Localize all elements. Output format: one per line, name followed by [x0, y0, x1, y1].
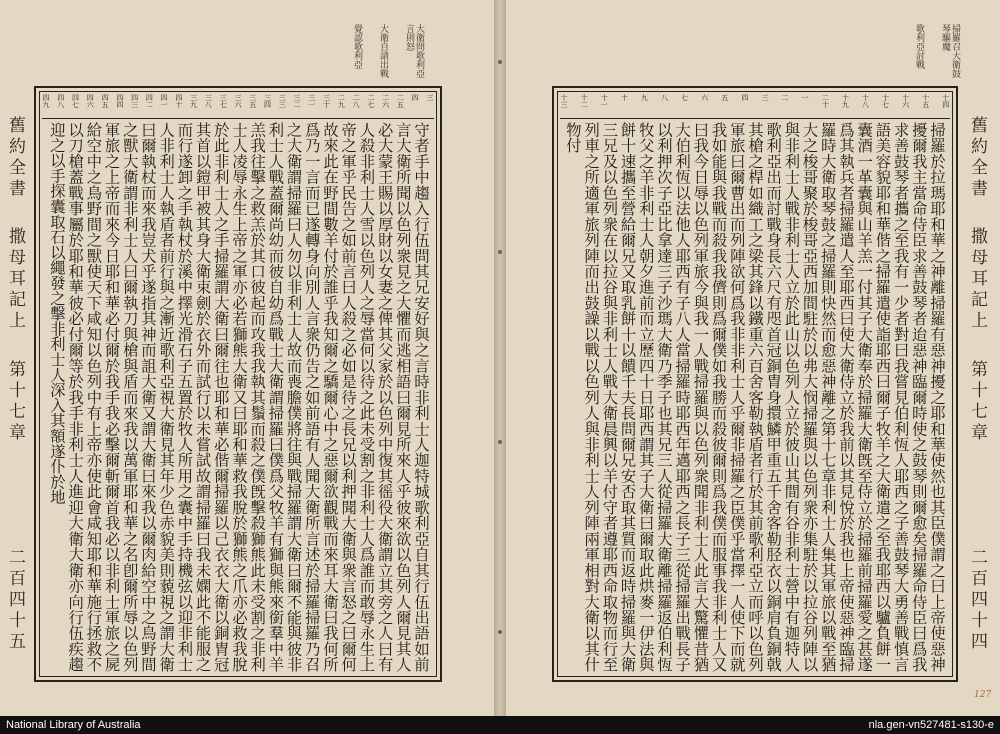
- verse-number: 二: [781, 94, 790, 101]
- verse-number: 二八: [352, 94, 361, 108]
- verse-number: 四七: [71, 94, 80, 108]
- verse-number: 十九: [841, 94, 850, 108]
- verse-number: 三九: [189, 94, 198, 108]
- verse-number: 三: [425, 94, 434, 101]
- binding-stitch: [498, 60, 502, 64]
- book-name: 撒母耳記上: [5, 227, 25, 333]
- right-head-notes: [914, 24, 960, 82]
- left-body-paragraph: 守者手中趨入行伍問其兄安好與之言時非利士人迦特城歌利亞自其行伍出語如前言大衛所聞以色列衆見之大懼而逃相語曰爾見所來人乎彼來欲以色列人爾見其人必大蒙王賜以厚財以女妻之俾其父家於以色列中復其徭役大衛謂立其旁之人曰有人殺非利士人雪以色列人之辱當何以待之此未受割之非利士人爲誰而敢辱永生上帝之軍乎民告之如前言曰人殺之必如是待之長兄以利押聞大衛與衆言怒之曰爾何故來此在野間數羊付於誰乎我知爾之驕爾心中之惡爾欲觀戰而來耳大衛曰我何所爲乃一言而已遂轉身向別人言衆仍告之如前語有人聞大衛所言述於掃羅掃羅乃召之大衛謂掃羅曰人勿以非利士人故而喪膽僕將往與戰掃羅謂大衛曰爾不能與彼非利士人戰蓋爾尚幼而彼自幼爲戰士大衛謂掃羅曰僕爲父牧羊有獅與熊來銜羣中羊羔我往擊之救羔於其口彼起而攻我我執其鬚而殺之僕旣擊殺獅熊此未受割之非利士人凌辱永生上帝之軍亦必若獅熊大衛又曰耶和華救我脫於獅熊之爪亦必救我脫於此非利士人之手掃羅謂大衛曰爾往也耶和華必偕爾掃羅以己衣衣大衛以銅胄冠其首以鎧甲被其身大衛束劍於衣外而試行以未嘗試故謂掃羅曰我未嫻此不能服之而行遂卸之手執杖於溪中擇光滑石子五置於牧人所用之囊中手持機弦以迎非利士人非利士人執盾者前行與之漸近歌利亞視大衛見其年少色赤貌美則藐視之謂大衛曰爾執杖而來我豈犬乎遂指其神而詛大衛又謂大衛曰來我以爾肉給空中之鳥野間之獸大衛謂非利士人曰爾執刀與槍與盾而來我以萬軍耶和華之名卽爾所辱以色列軍旅之上帝而來今日耶和華必付爾於我手我必擊爾斬爾首我必以非利士軍旅之屍給空中之鳥野間之獸使天下咸知以色列中有上帝亦使此會咸知耶和華施行拯救不以刀槍蓋戰事屬於耶和華彼必付爾等於我手非利士人進迎大衛大衛亦向行伍疾趨迎之以手探囊取石以繩發之擊非利士人深入其額遂仆於地: [47, 122, 430, 672]
- footer-bar: [0, 716, 1000, 734]
- verse-number: 三四: [263, 94, 272, 108]
- book-title: 舊約全書: [5, 116, 25, 200]
- verse-number: 三一: [307, 94, 316, 108]
- verse-number: 四四: [115, 94, 124, 108]
- chapter-label: 第十七章: [5, 359, 25, 444]
- verse-number: 四: [411, 94, 420, 101]
- right-verse-number-bar: [560, 94, 950, 119]
- handwritten-number: 127: [974, 690, 992, 700]
- verse-number: 三六: [233, 94, 242, 108]
- right-running-title: [965, 116, 990, 444]
- verse-number: 八: [660, 94, 669, 101]
- verse-number: 三十: [322, 94, 331, 108]
- verse-number: 四三: [130, 94, 139, 108]
- verse-number: 四五: [101, 94, 110, 108]
- binding-stitch: [498, 250, 502, 254]
- verse-number: 二五: [396, 94, 405, 108]
- left-body-text: [46, 122, 430, 672]
- right-body-text: [564, 122, 946, 672]
- verse-number: 二六: [381, 94, 390, 108]
- head-note: 大衛自請出戰: [378, 24, 388, 78]
- binding-stitch: [498, 630, 502, 634]
- head-note: 覺認歌利亞: [352, 24, 362, 69]
- verse-number: 十一: [600, 94, 609, 108]
- verse-number: 十六: [901, 94, 910, 108]
- left-page: [0, 0, 494, 716]
- book-title: 舊約全書: [967, 116, 987, 200]
- right-page-number: 二百四十四: [967, 548, 987, 653]
- binding-stitch: [498, 440, 502, 444]
- verse-number: 十五: [921, 94, 930, 108]
- head-note: 掃羅召大衛鼓琴驅魔: [940, 24, 960, 78]
- right-page: [506, 0, 1000, 716]
- verse-number: 四二: [145, 94, 154, 108]
- verse-number: 十三: [560, 94, 568, 108]
- verse-number: 七: [680, 94, 689, 101]
- library-name: National Library of Australia: [6, 719, 141, 731]
- head-note: 歌利亞討戰: [914, 24, 924, 69]
- verse-number: 十七: [881, 94, 890, 108]
- verse-number: 三七: [219, 94, 228, 108]
- verse-number: 四一: [160, 94, 169, 108]
- head-note: 大衛問歌利亞言則怒: [404, 24, 424, 78]
- verse-number: 二九: [337, 94, 346, 108]
- verse-number: 四九: [42, 94, 50, 108]
- verse-number: 二十: [821, 94, 830, 108]
- verse-number: 四八: [56, 94, 65, 108]
- left-head-notes: [352, 24, 424, 82]
- verse-number: 二七: [366, 94, 375, 108]
- verse-number: 十: [620, 94, 629, 101]
- left-verse-number-bar: [42, 94, 434, 119]
- verse-number: 三: [760, 94, 769, 101]
- right-body-paragraph: 掃羅於拉瑪耶和華之神離掃羅有惡神擾之耶和華使然也其臣僕謂之曰上帝使惡神擾爾我主當命侍臣求善鼓琴者迨惡神臨爾時使之鼓琴則爾愈矣掃羅命侍臣曰爲我求善鼓琴者攜之至我有一少者對曰我嘗見伯利恆人耶西之子善鼓琴大勇善戰慎言語美容貌耶和華偕之掃羅遣使詣耶西曰爾子牧羊之大衛遣之至我耶西以驢負餅一囊酒一革囊與山羊羔一付其子大衛奉於掃羅大衛旣至侍立於掃羅前掃羅愛之甚遂爲其執兵者掃羅遣人至耶西曰使大衛侍立於我前以其見悅於我也上帝使惡神臨掃羅時大衛取琴鼓之掃羅則快然而愈惡神離之第十七章非利士人集其軍旅以戰至猶大之梭哥聚於梭哥亞西加間駐於以弗大悯掃羅與以色列衆亦集駐於以拉谷列陣以與非利士人戰非利士人立於此山以色列人立於彼山其間有谷非利士營中有迦特人歌利亞出而討戰身長六尺有咫首冠銅胄身擐鱗甲重五千舍客勒胫衣以銅肩負銅戟其槍之桿如織工之梁其鋒以鐵重六百舍客勒執盾者行於其前歌利亞立而呼以色列軍旅曰爾曹出而列陣欲何爲我非非利士人乎爾非掃羅之臣僕乎當擇一人使下而就我如能與我戰而殺我我儕則爲爾僕如我勝而殺彼爾則爲我僕而服事我非利士人又曰我今日辱以色列軍旅今與我一人戰掃羅與以色列衆聞非利士人此言大驚懼昔猶大伯利恆以法他人耶西有子八人當掃羅時耶西年邁耶西之長子三從掃羅出戰長子以利押次子亞比拿達三子沙瑪大衛乃季子也其兄三人從掃羅大衛離掃羅返伯利恆牧父之羊非利士人朝夕進前而立歷四十日耶西謂其子大衛曰爾取此烘麥一伊法與餅十速攜至營給爾兄又取乳餅十以饋千夫長問爾兄安否取其質而返時掃羅與大衛三兄及以色列衆在以拉谷與非利士人戰大衛晨興以羊付守者遵耶西命取物而行至列車之所適軍旅列陣而出鼓譟以戰以色列人與非利士人列陣兩軍相對大衛以其什物付: [564, 122, 946, 672]
- verse-number: 四: [740, 94, 749, 101]
- verse-number: 十二: [580, 94, 589, 108]
- left-text-frame: [34, 86, 442, 682]
- verse-number: 四十: [174, 94, 183, 108]
- verse-number: 三五: [248, 94, 257, 108]
- verse-number: 三八: [204, 94, 213, 108]
- left-page-number: 二百四十五: [5, 548, 25, 653]
- verse-number: 三二: [293, 94, 302, 108]
- item-reference: nla.gen-vn527481-s130-e: [868, 719, 994, 731]
- verse-number: 十四: [941, 94, 950, 108]
- verse-number: 一: [801, 94, 810, 101]
- verse-number: 九: [640, 94, 649, 101]
- verse-number: 五: [720, 94, 729, 101]
- binding-gutter: [494, 0, 506, 716]
- verse-number: 三三: [278, 94, 287, 108]
- left-running-title: [3, 116, 28, 444]
- chapter-label: 第十七章: [967, 359, 987, 444]
- verse-number: 四六: [86, 94, 95, 108]
- verse-number: 六: [700, 94, 709, 101]
- verse-number: 十八: [861, 94, 870, 108]
- right-text-frame: [552, 86, 958, 682]
- book-name: 撒母耳記上: [967, 227, 987, 333]
